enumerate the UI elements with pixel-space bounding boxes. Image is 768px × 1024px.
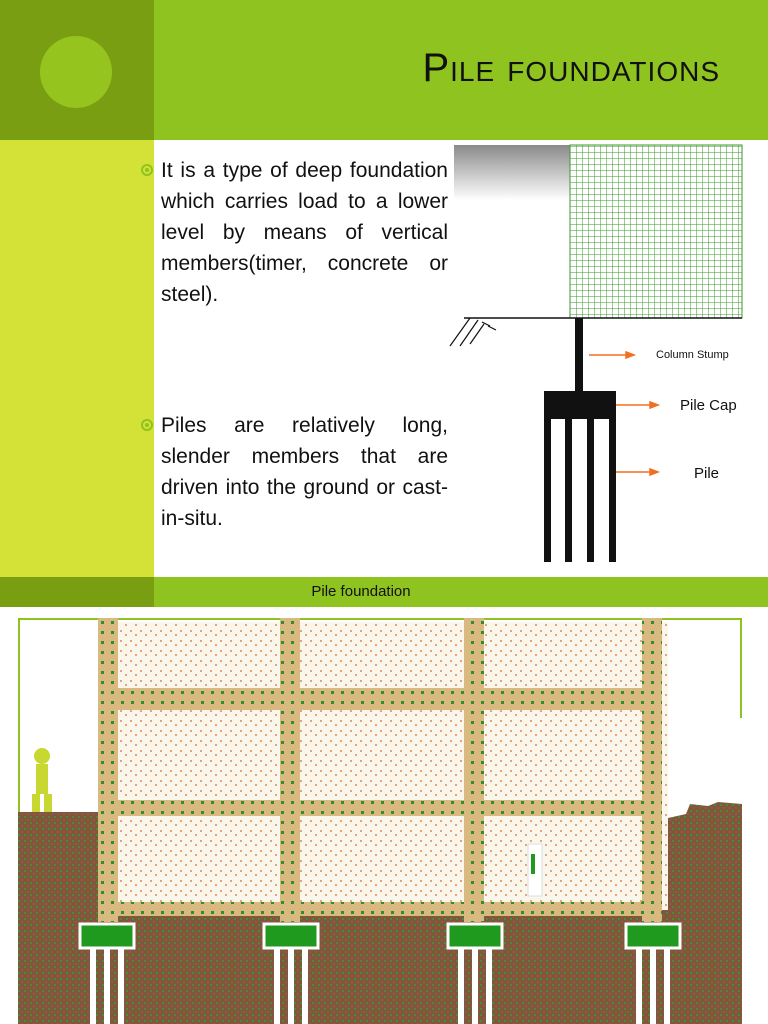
label-pile: Pile	[694, 465, 720, 482]
figure-caption: Pile foundation	[311, 583, 411, 600]
pile	[609, 419, 616, 562]
ground-hatch	[450, 318, 496, 346]
side-panel	[0, 140, 154, 577]
bullet-icon	[141, 419, 153, 431]
person-figure-detail	[531, 854, 535, 874]
bullet-text: It is a type of deep foundation which carries load to a lower level by means of vertical members(timer, concrete or steel).	[161, 159, 448, 306]
decorative-circle	[40, 36, 112, 108]
arrow-head	[650, 469, 658, 475]
illustration-border	[18, 618, 742, 620]
building-illustration	[18, 618, 742, 1024]
slide-title: Pile foundations	[422, 46, 720, 90]
pile	[587, 419, 594, 562]
bullet-icon	[141, 164, 153, 176]
frame-column	[98, 618, 118, 922]
soil-base	[118, 910, 668, 1024]
pile-cap	[544, 391, 616, 419]
frame-column	[464, 618, 484, 922]
caption-bar-side	[0, 577, 154, 607]
column-stump	[575, 318, 583, 393]
soil-right	[668, 802, 742, 1024]
pile	[565, 419, 572, 562]
arrow-head	[650, 402, 658, 408]
arrow-head	[626, 352, 634, 358]
shadow-band	[454, 145, 572, 200]
superstructure-grid	[570, 145, 742, 318]
frame-beam	[98, 902, 662, 916]
frame-beam	[98, 800, 662, 816]
frame-column	[280, 618, 300, 922]
label-column-stump: Column Stump	[656, 349, 729, 361]
pile	[544, 419, 551, 562]
pile-diagram	[444, 140, 764, 570]
frame-column	[642, 618, 662, 922]
illustration-border	[740, 618, 742, 718]
bullet-item	[143, 155, 448, 310]
building-walls	[118, 622, 668, 910]
bullet-item	[143, 410, 448, 534]
bullet-text: Piles are relatively long, slender members that are driven into the ground or cast-in-situ.	[161, 414, 448, 530]
frame-beam	[98, 688, 662, 710]
label-pile-cap: Pile Cap	[680, 397, 737, 414]
